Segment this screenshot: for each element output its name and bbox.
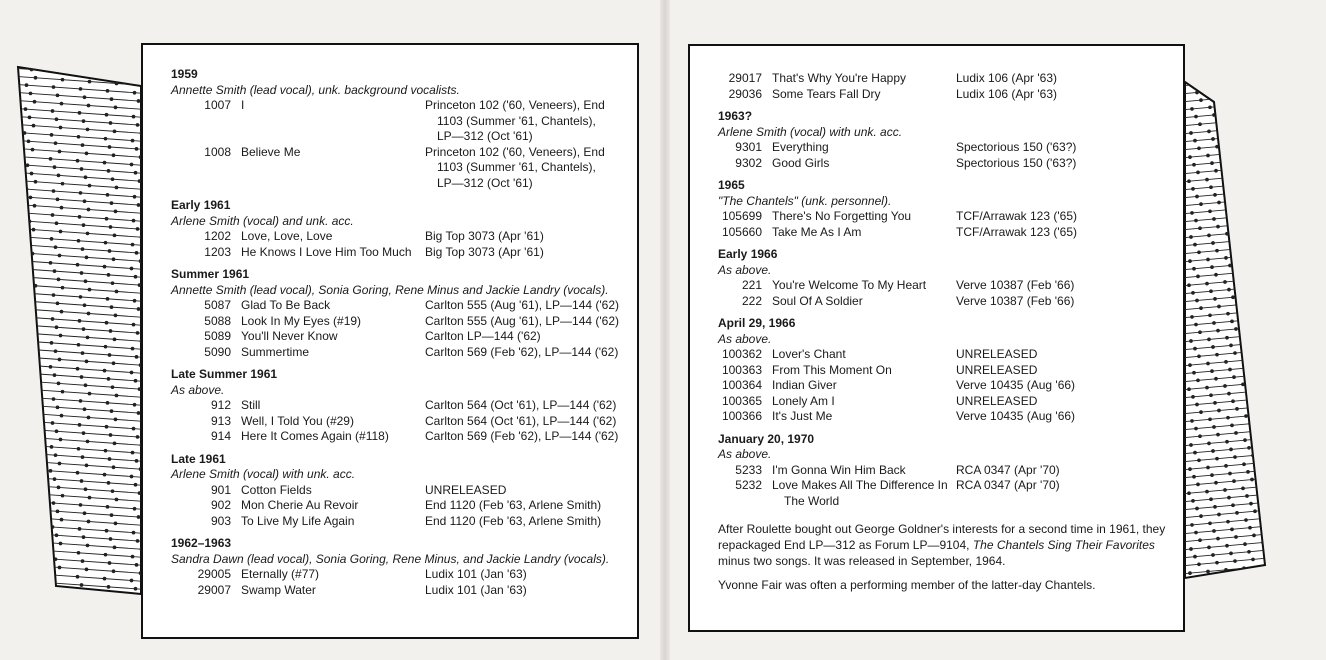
- track-label: [425, 514, 627, 530]
- track-title-text: Love Makes All The Difference In: [772, 478, 948, 492]
- track-label: [956, 463, 1173, 479]
- track-number: 105699: [721, 209, 762, 223]
- track-number: 914: [210, 429, 231, 443]
- session-block: [171, 367, 627, 445]
- track-title-text: That's Why You're Happy: [772, 71, 906, 85]
- track-label: [956, 294, 1173, 310]
- track-title-text: Take Me As I Am: [772, 224, 862, 239]
- session-block: [718, 316, 1173, 425]
- session-title: Early 1961: [171, 198, 231, 212]
- track-title: [241, 398, 425, 414]
- label-line: Carlton LP—144 ('62): [425, 329, 541, 343]
- track-row: [171, 245, 627, 261]
- track-title-text: Mon Cherie Au Revoir: [241, 498, 359, 512]
- track-title: [772, 394, 956, 410]
- label-line: Ludix 101 (Jan '63): [425, 567, 527, 581]
- track-label: [956, 378, 1173, 394]
- track-number: 5232: [735, 478, 762, 492]
- track-row: [718, 71, 1173, 87]
- track-row: [171, 514, 627, 530]
- session-title: Early 1966: [718, 247, 778, 261]
- track-title-text: There's No Forgetting You: [772, 209, 912, 223]
- track-title: [241, 483, 425, 499]
- session-title: 1965: [718, 178, 745, 192]
- session-title: Late 1961: [171, 451, 226, 466]
- track-number: 222: [741, 293, 762, 308]
- label-line: Carlton 555 (Aug '61), LP—144 ('62): [425, 298, 620, 312]
- label-line: Carlton 564 (Oct '61), LP—144 ('62): [425, 398, 617, 412]
- track-title: [241, 145, 425, 192]
- track-label: [425, 483, 627, 499]
- track-label: [956, 140, 1173, 156]
- label-line: RCA 0347 (Apr '70): [956, 478, 1060, 492]
- label-line: Big Top 3073 (Apr '61): [425, 244, 544, 259]
- label-line: UNRELEASED: [956, 362, 1038, 377]
- track-title-text: Look In My Eyes (#19): [241, 313, 362, 328]
- session-title: April 29, 1966: [718, 316, 796, 330]
- label-line: Ludix 106 (Apr '63): [956, 71, 1058, 85]
- track-row: [171, 145, 627, 192]
- track-row: [171, 498, 627, 514]
- track-title: [772, 71, 956, 87]
- track-label: [425, 583, 627, 599]
- track-title: [772, 294, 956, 310]
- track-label: [956, 225, 1173, 241]
- session-personnel: As above.: [718, 331, 772, 346]
- track-title: [241, 345, 425, 361]
- label-line: Verve 10387 (Feb '66): [956, 293, 1075, 308]
- session-personnel: Sandra Dawn (lead vocal), Sonia Goring, Rene Minus, and Jackie Landry (vocals).: [171, 551, 610, 566]
- track-label: [425, 429, 627, 445]
- track-number: 100366: [721, 409, 762, 423]
- track-title-text: Swamp Water: [241, 582, 316, 597]
- track-label: [425, 298, 627, 314]
- track-number: 5089: [204, 329, 231, 343]
- label-line-2: 1103 (Summer '61, Chantels),: [437, 113, 596, 128]
- track-title-text: Summertime: [241, 344, 310, 359]
- session-personnel: As above.: [718, 262, 772, 277]
- track-row: [171, 583, 627, 599]
- track-row: [718, 156, 1173, 172]
- track-title: [772, 209, 956, 225]
- track-number: 29007: [197, 582, 231, 597]
- note-album-title: The Chantels Sing Their Favorites: [972, 538, 1155, 552]
- track-title-text: Cotton Fields: [241, 482, 312, 497]
- track-title: [772, 87, 956, 103]
- track-label: [956, 71, 1173, 87]
- track-number: 5088: [204, 313, 231, 328]
- label-line: Spectorious 150 ('63?): [956, 155, 1077, 170]
- track-title-text: Believe Me: [241, 144, 301, 159]
- track-title-text: Love, Love, Love: [241, 229, 333, 243]
- track-label: [425, 314, 627, 330]
- track-title: [241, 314, 425, 330]
- label-line: Spectorious 150 ('63?): [956, 140, 1077, 154]
- track-title-text: Eternally (#77): [241, 567, 320, 581]
- track-label: [425, 414, 627, 430]
- track-label: [956, 87, 1173, 103]
- track-label: [425, 245, 627, 261]
- track-title-cont: The World: [784, 493, 840, 508]
- track-title: [241, 98, 425, 145]
- label-line: Verve 10435 (Aug '66): [956, 378, 1076, 392]
- session-title: Summer 1961: [171, 267, 250, 281]
- track-title: [772, 156, 956, 172]
- track-row: [718, 409, 1173, 425]
- track-number: 1007: [204, 98, 231, 112]
- track-row: [718, 87, 1173, 103]
- session-title: Late Summer 1961: [171, 367, 278, 381]
- track-number: 1203: [204, 244, 231, 259]
- label-line: RCA 0347 (Apr '70): [956, 462, 1060, 477]
- label-line: Verve 10435 (Aug '66): [956, 409, 1076, 423]
- track-number: 5233: [735, 462, 762, 477]
- session-block: [718, 432, 1173, 510]
- right-page: [688, 44, 1185, 632]
- label-line: Carlton 564 (Oct '61), LP—144 ('62): [425, 413, 617, 428]
- track-number: 9302: [735, 155, 762, 170]
- label-line: UNRELEASED: [956, 347, 1038, 361]
- session-title: January 20, 1970: [718, 431, 815, 446]
- track-number: 913: [210, 413, 231, 428]
- track-title-text: I: [241, 98, 245, 112]
- track-label: [956, 278, 1173, 294]
- track-row: [718, 463, 1173, 479]
- label-line: Carlton 555 (Aug '61), LP—144 ('62): [425, 313, 620, 328]
- track-title: [241, 414, 425, 430]
- track-label: [425, 229, 627, 245]
- session-title: 1962–1963: [171, 536, 232, 550]
- track-row: [171, 345, 627, 361]
- track-row: [171, 483, 627, 499]
- track-row: [171, 414, 627, 430]
- track-number: 29017: [728, 71, 762, 85]
- track-title-text: You're Welcome To My Heart: [772, 278, 927, 292]
- session-block: [171, 67, 627, 191]
- track-number: 100365: [721, 393, 762, 408]
- track-title-text: Lonely Am I: [772, 393, 835, 408]
- track-label: [956, 478, 1173, 509]
- track-row: [718, 294, 1173, 310]
- track-label: [425, 498, 627, 514]
- track-label: [956, 363, 1173, 379]
- track-title: [772, 278, 956, 294]
- session-personnel: As above.: [171, 382, 225, 397]
- track-number: 29005: [197, 567, 231, 581]
- track-title: [241, 298, 425, 314]
- track-label: [425, 98, 627, 145]
- track-row: [171, 314, 627, 330]
- session-personnel: Annette Smith (lead vocal), Sonia Goring, Rene Minus and Jackie Landry (vocals).: [171, 282, 609, 297]
- track-row: [718, 394, 1173, 410]
- session-personnel: "The Chantels" (unk. personnel).: [718, 193, 892, 208]
- session-personnel: Arlene Smith (vocal) with unk. acc.: [171, 467, 356, 481]
- continued-tracks: [718, 71, 1173, 102]
- track-row: [171, 229, 627, 245]
- track-title-text: Everything: [772, 140, 829, 154]
- track-title: [772, 478, 956, 509]
- track-number: 901: [210, 482, 231, 497]
- track-number: 5087: [204, 298, 231, 312]
- label-line: UNRELEASED: [956, 393, 1038, 408]
- track-title-text: Indian Giver: [772, 378, 837, 392]
- track-title-text: From This Moment On: [772, 362, 892, 377]
- track-row: [718, 209, 1173, 225]
- session-block: [718, 247, 1173, 309]
- label-line: Princeton 102 ('60, Veneers), End: [425, 98, 605, 112]
- track-title: [241, 245, 425, 261]
- track-title: [772, 140, 956, 156]
- track-label: [425, 567, 627, 583]
- track-number: 105660: [721, 224, 762, 239]
- track-title-text: Good Girls: [772, 155, 830, 170]
- session-personnel: Arlene Smith (vocal) and unk. acc.: [171, 213, 354, 228]
- track-row: [718, 378, 1173, 394]
- track-title: [772, 378, 956, 394]
- track-title: [772, 225, 956, 241]
- track-label: [956, 209, 1173, 225]
- track-label: [956, 347, 1173, 363]
- track-title: [241, 429, 425, 445]
- track-label: [425, 398, 627, 414]
- session-block: [171, 267, 627, 360]
- label-line: End 1120 (Feb '63, Arlene Smith): [425, 513, 602, 528]
- note-text-a: After Roulette bought out George Goldner's interests for a second time in 1961, they repackaged End LP—312 as Forum LP—9104,: [718, 522, 1166, 552]
- track-row: [171, 567, 627, 583]
- session-block: [718, 178, 1173, 240]
- label-line: TCF/Arrawak 123 ('65): [956, 224, 1077, 239]
- track-title: [241, 567, 425, 583]
- track-title-text: Well, I Told You (#29): [241, 413, 354, 428]
- note-text-b: minus two songs. It was released in September, 1964.: [718, 554, 1006, 568]
- session-title: 1959: [171, 67, 198, 81]
- track-number: 1008: [204, 144, 231, 159]
- track-title-text: Some Tears Fall Dry: [772, 86, 881, 101]
- track-title: [772, 347, 956, 363]
- track-label: [425, 329, 627, 345]
- track-label: [425, 345, 627, 361]
- track-title-text: To Live My Life Again: [241, 513, 355, 528]
- session-block: [171, 536, 627, 598]
- note-yvonne-fair: Yvonne Fair was often a performing member of the latter-day Chantels.: [718, 578, 1096, 592]
- session-title: 1963?: [718, 109, 753, 123]
- track-title: [772, 363, 956, 379]
- session-personnel: Arlene Smith (vocal) with unk. acc.: [718, 124, 903, 139]
- track-row: [171, 429, 627, 445]
- track-number: 100363: [721, 362, 762, 377]
- label-line: TCF/Arrawak 123 ('65): [956, 209, 1077, 223]
- label-line-2: 1103 (Summer '61, Chantels),: [437, 160, 596, 174]
- track-row: [171, 329, 627, 345]
- track-row: [718, 140, 1173, 156]
- label-line: Carlton 569 (Feb '62), LP—144 ('62): [425, 344, 619, 359]
- label-line-3: LP—312 (Oct '61): [437, 175, 533, 190]
- track-title-text: Still: [241, 398, 261, 412]
- track-title-text: You'll Never Know: [241, 329, 338, 343]
- track-title: [772, 463, 956, 479]
- track-label: [956, 409, 1173, 425]
- track-title: [241, 229, 425, 245]
- track-number: 100362: [721, 347, 762, 361]
- track-title-text: Here It Comes Again (#118): [241, 429, 389, 443]
- session-block: [171, 198, 627, 260]
- session-personnel: Annette Smith (lead vocal), unk. background vocalists.: [171, 82, 460, 97]
- track-number: 902: [210, 498, 231, 512]
- track-number: 5090: [204, 344, 231, 359]
- track-title-text: He Knows I Love Him Too Much: [241, 244, 412, 259]
- track-number: 29036: [728, 86, 762, 101]
- track-title-text: Glad To Be Back: [241, 298, 331, 312]
- track-number: 903: [210, 513, 231, 528]
- track-row: [171, 298, 627, 314]
- track-number: 221: [741, 278, 762, 292]
- label-line: Big Top 3073 (Apr '61): [425, 229, 544, 243]
- label-line-3: LP—312 (Oct '61): [437, 129, 533, 143]
- session-block: [171, 452, 627, 530]
- session-personnel: As above.: [718, 447, 772, 461]
- label-line: Ludix 106 (Apr '63): [956, 86, 1058, 101]
- track-title-text: It's Just Me: [772, 409, 833, 423]
- label-line: UNRELEASED: [425, 482, 507, 497]
- track-title-text: Soul Of A Soldier: [772, 293, 863, 308]
- session-block: [718, 109, 1173, 171]
- track-label: [956, 156, 1173, 172]
- track-label: [956, 394, 1173, 410]
- track-title: [241, 514, 425, 530]
- label-line: Ludix 101 (Jan '63): [425, 582, 527, 597]
- track-row: [171, 398, 627, 414]
- left-page: [141, 43, 639, 639]
- label-line: Verve 10387 (Feb '66): [956, 278, 1075, 292]
- track-number: 1202: [204, 229, 231, 243]
- left-discography: [171, 67, 627, 598]
- label-line: End 1120 (Feb '63, Arlene Smith): [425, 498, 602, 512]
- track-title-text: I'm Gonna Win Him Back: [772, 462, 906, 477]
- track-title: [241, 329, 425, 345]
- note-roulette: [718, 521, 1173, 569]
- right-sessions: [718, 109, 1173, 509]
- track-number: 100364: [721, 378, 762, 392]
- track-label: [425, 145, 627, 192]
- track-number: 912: [210, 398, 231, 412]
- track-title: [241, 583, 425, 599]
- track-row: [718, 478, 1173, 509]
- track-row: [718, 347, 1173, 363]
- track-row: [718, 225, 1173, 241]
- track-number: 9301: [735, 140, 762, 154]
- track-row: [718, 278, 1173, 294]
- label-line: Carlton 569 (Feb '62), LP—144 ('62): [425, 429, 619, 443]
- right-discography: [718, 71, 1173, 593]
- label-line: Princeton 102 ('60, Veneers), End: [425, 144, 605, 159]
- track-title-text: Lover's Chant: [772, 347, 846, 361]
- track-title: [772, 409, 956, 425]
- track-title: [241, 498, 425, 514]
- track-row: [718, 363, 1173, 379]
- track-row: [171, 98, 627, 145]
